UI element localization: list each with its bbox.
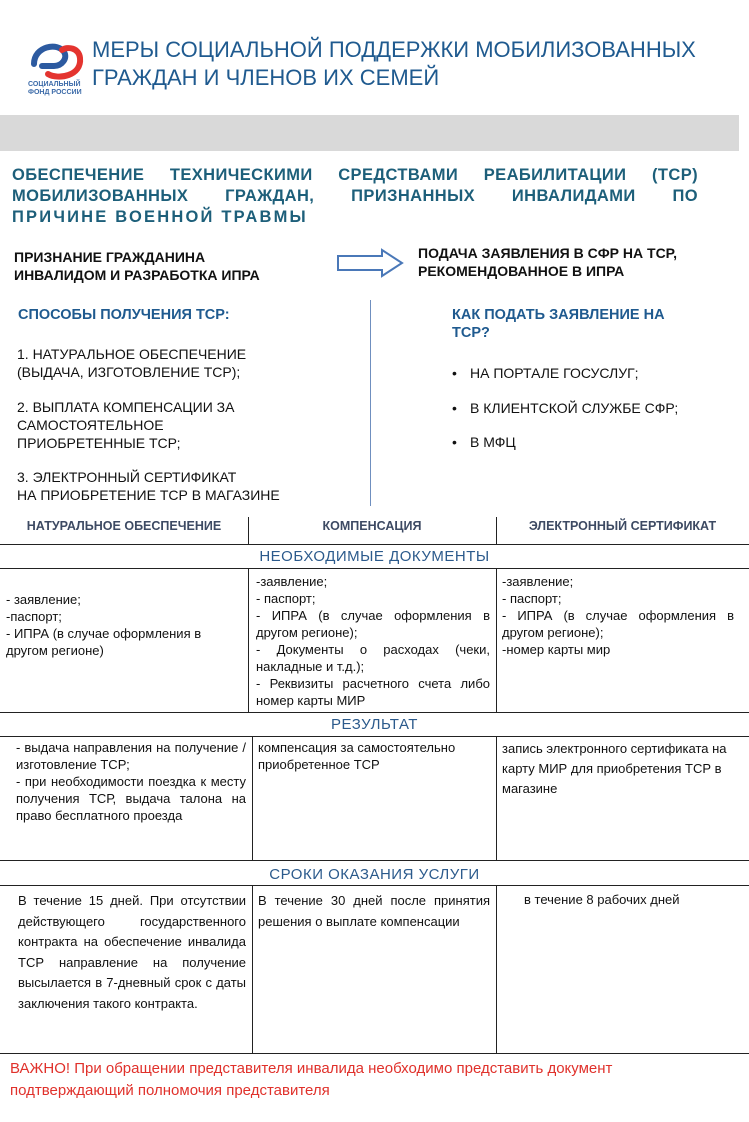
step-recognition: ПРИЗНАНИЕ ГРАЖДАНИНА ИНВАЛИДОМ И РАЗРАБОТКА ИПРА	[14, 249, 260, 283]
way-item-natural: 1. НАТУРАЛЬНОЕ ОБЕСПЕЧЕНИЕ (ВЫДАЧА, ИЗГОТОВЛЕНИЕ ТСР);	[17, 346, 247, 380]
way-item-certificate: 3. ЭЛЕКТРОННЫЙ СЕРТИФИКАТ НА ПРИОБРЕТЕНИЕ ТСР В МАГАЗИНЕ	[17, 469, 280, 503]
services-table	[0, 517, 749, 1054]
section-title: ОБЕСПЕЧЕНИЕ ТЕХНИЧЕСКИМИ СРЕДСТВАМИ РЕАБИЛИТАЦИИ (ТСР) МОБИЛИЗОВАННЫХ ГРАЖДАН, ПРИЗНАННЫХ ИНВАЛИДАМИ ПО ПРИЧИНЕ ВОЕННОЙ ТРАВМЫ	[12, 166, 698, 226]
result-certificate: запись электронного сертификата на карту МИР для приобретения ТСР в магазине	[502, 741, 727, 796]
column-header-natural: НАТУРАЛЬНОЕ ОБЕСПЕЧЕНИЕ	[26, 519, 222, 533]
documents-certificate: -заявление; - паспорт; - ИПРА (в случае оформления в другом регионе); -номер карты мир	[502, 574, 734, 657]
step-application: ПОДАЧА ЗАЯВЛЕНИЯ В СФР НА ТСР, РЕКОМЕНДОВАННОЕ В ИПРА	[418, 245, 677, 279]
terms-certificate: в течение 8 рабочих дней	[524, 892, 680, 907]
result-natural: - выдача направления на получение / изготовление ТСР; - при необходимости поездка к месту получения ТСР, выдача талона на право бесплатного проезда	[16, 740, 246, 823]
band-result: РЕЗУЛЬТАТ	[331, 716, 418, 733]
ways-title: СПОСОБЫ ПОЛУЧЕНИЯ ТСР:	[18, 307, 230, 323]
result-compensation: компенсация за самостоятельно приобретенное ТСР	[258, 740, 456, 772]
band-terms: СРОКИ ОКАЗАНИЯ УСЛУГИ	[269, 866, 480, 883]
arrow-right-icon	[336, 248, 404, 278]
terms-natural: В течение 15 дней. При отсутствии действующего государственного контракта на обеспечение инвалида ТСР направление на получение высылается в 7-дневный срок с даты заключения такого контракта.	[18, 893, 246, 1011]
how-item-mfc: • В МФЦ	[452, 434, 516, 450]
documents-natural: - заявление; -паспорт; - ИПРА (в случае оформления в другом регионе)	[6, 592, 202, 658]
header-divider-bar	[0, 115, 739, 151]
documents-compensation: -заявление; - паспорт; - ИПРА (в случае оформления в другом регионе); - Документы о расходах (чеки, накладные и т.д.); - Реквизиты расчетного счета либо номер карты МИР	[256, 574, 490, 708]
terms-compensation: В течение 30 дней после принятия решения о выплате компенсации	[258, 893, 490, 929]
how-item-client-service: • В КЛИЕНТСКОЙ СЛУЖБЕ СФР;	[452, 400, 679, 416]
how-to-apply-title: КАК ПОДАТЬ ЗАЯВЛЕНИЕ НА ТСР?	[452, 307, 665, 341]
page-title: МЕРЫ СОЦИАЛЬНОЙ ПОДДЕРЖКИ МОБИЛИЗОВАННЫХ ГРАЖДАН И ЧЛЕНОВ ИХ СЕМЕЙ	[92, 37, 696, 90]
band-documents: НЕОБХОДИМЫЕ ДОКУМЕНТЫ	[259, 548, 490, 565]
column-header-compensation: КОМПЕНСАЦИЯ	[322, 519, 422, 533]
logo-caption: СОЦИАЛЬНЫЙ ФОНД РОССИИ	[28, 81, 82, 96]
way-item-compensation: 2. ВЫПЛАТА КОМПЕНСАЦИИ ЗА САМОСТОЯТЕЛЬНОЕ ПРИОБРЕТЕННЫЕ ТСР;	[17, 399, 235, 451]
how-item-gosuslugi: • НА ПОРТАЛЕ ГОСУСЛУГ;	[452, 365, 639, 381]
column-divider	[370, 300, 371, 506]
important-note: ВАЖНО! При обращении представителя инвалида необходимо представить документ подтверждающий полномочия представителя	[10, 1060, 613, 1099]
column-header-certificate: ЭЛЕКТРОННЫЙ СЕРТИФИКАТ	[528, 519, 717, 533]
